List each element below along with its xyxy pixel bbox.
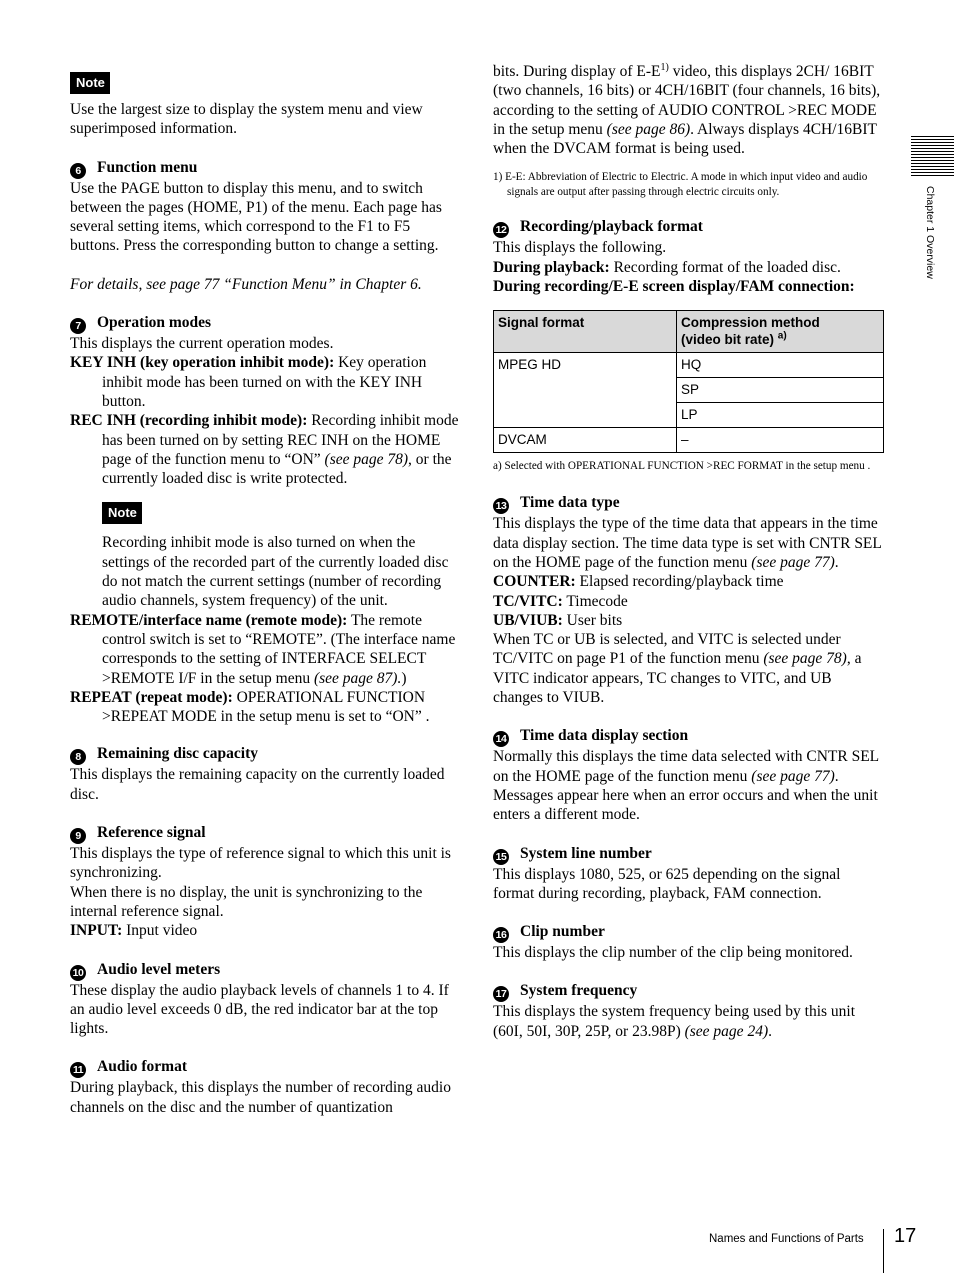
section-body: This displays 1080, 525, or 625 depending on the signal format during recording, playback, FAM connection.	[493, 865, 841, 902]
note-badge: Note	[70, 72, 110, 94]
format-table	[493, 310, 884, 453]
number-14-icon: 14	[493, 731, 509, 747]
page-number: 17	[894, 1225, 917, 1247]
section-title: Clip number	[520, 923, 605, 941]
section-time-data-display	[493, 726, 885, 824]
number-13-icon: 13	[493, 498, 509, 514]
number-8-icon: 8	[70, 749, 86, 765]
section-body: This displays the system frequency being used by this unit (60I, 50I, 30P, 25P, or 23.98P) (see page 24).	[493, 1003, 856, 1040]
section-audio-format	[70, 1057, 460, 1117]
section-title: Time data type	[520, 494, 620, 512]
definition-ub-viub: UB/VIUB: User bits	[493, 611, 623, 629]
table-header-cell: Signal format	[494, 311, 677, 353]
table-cell: DVCAM	[494, 428, 677, 453]
section-body: Messages appear here when an error occurs and when the unit enters a different mode.	[493, 786, 878, 824]
number-16-icon: 16	[493, 927, 509, 943]
note-block	[70, 502, 460, 610]
cross-reference: For details, see page 77 “Function Menu” in Chapter 6.	[70, 275, 422, 293]
section-body: When there is no display, the unit is synchronizing to the internal reference signal.	[70, 883, 423, 920]
section-title: Recording/playback format	[520, 218, 703, 236]
section-title: Reference signal	[97, 824, 206, 842]
note-text: Recording inhibit mode is also turned on when the settings of the recorded part of the currently loaded disc do not match the current settings (number of recording audio channels, system frequency) of the unit.	[102, 534, 449, 610]
footnote: 1) E-E: Abbreviation of Electric to Electric. A mode in which input video and audio signals are output after passing through electric circuits only.	[493, 171, 868, 199]
right-column	[493, 62, 885, 1041]
footer-divider	[883, 1229, 884, 1273]
section-operation-modes	[70, 313, 460, 726]
number-10-icon: 10	[70, 965, 86, 981]
section-body: This displays the clip number of the clip being monitored.	[493, 944, 853, 962]
section-time-data-type	[493, 493, 885, 707]
section-body: During playback, this displays the number of recording audio channels on the disc and the number of quantization	[70, 1079, 451, 1116]
chapter-label: Chapter 1 Overview	[924, 186, 936, 279]
section-function-menu	[70, 158, 460, 294]
section-audio-level-meters	[70, 960, 460, 1039]
section-recording-playback-format	[493, 217, 885, 296]
number-6-icon: 6	[70, 163, 86, 179]
table-cell: HQ	[677, 353, 884, 378]
section-intro: This displays the current operation modes.	[70, 335, 334, 353]
section-body: This displays the remaining capacity on the currently loaded disc.	[70, 766, 445, 803]
section-body: When TC or UB is selected, and VITC is selected under TC/VITC on page P1 of the function menu (see page 78), a VITC indicator appears, TC changes to VITC, and UB changes to VIUB.	[493, 631, 862, 707]
definition-key-inh: KEY INH (key operation inhibit mode): Key operation inhibit mode has been turned on with the KEY INH button.	[70, 354, 427, 410]
section-body: This displays the type of reference signal to which this unit is synchronizing.	[70, 845, 451, 882]
definition-rec-inh: REC INH (recording inhibit mode): Recording inhibit mode has been turned on by setting REC INH on the HOME page of the function menu to “ON” (see page 78), or the currently loaded disc is write protected.	[70, 412, 459, 488]
table-header-row	[494, 311, 884, 353]
chapter-tab-bars	[911, 136, 954, 178]
section-intro: This displays the following.	[493, 239, 667, 257]
section-remaining-disc-capacity	[70, 744, 460, 804]
section-title: Operation modes	[97, 314, 212, 332]
definition-playback: During playback: Recording format of the loaded disc.	[493, 258, 841, 276]
table-row	[494, 353, 884, 378]
number-12-icon: 12	[493, 222, 509, 238]
definition-counter: COUNTER: Elapsed recording/playback time	[493, 573, 784, 591]
table-cell: LP	[677, 403, 884, 428]
section-title: System line number	[520, 844, 652, 862]
section-body: This displays the type of the time data that appears in the time data display section. The time data type is set with CNTR SEL on the HOME page of the function menu (see page 77).	[493, 515, 882, 571]
number-7-icon: 7	[70, 318, 86, 334]
table-footnote: a) Selected with OPERATIONAL FUNCTION >REC FORMAT in the setup menu .	[493, 460, 871, 473]
footer-section-title: Names and Functions of Parts	[709, 1233, 864, 1245]
definition-remote: REMOTE/interface name (remote mode): The remote control switch is set to “REMOTE”. (The interface name corresponds to the setting of INTERFACE SELECT >REMOTE I/F in the setup menu (see page 87).)	[70, 611, 456, 687]
section-system-frequency	[493, 981, 885, 1041]
section-reference-signal	[70, 823, 460, 940]
section-title: Audio format	[97, 1058, 187, 1076]
left-column	[70, 62, 460, 1117]
definition-repeat: REPEAT (repeat mode): OPERATIONAL FUNCTION >REPEAT MODE in the setup menu is set to “ON” .	[70, 688, 430, 726]
audio-format-continued: bits. During display of $E-E^{1)}$ video, this displays 2CH/ 16BIT (two channels, 16 bits) or 4CH/16BIT (four channels, 16 bits), according to the setting of AUDIO CONTROL >REC MODE in the setup menu (see page 86). Always displays 4CH/16BIT when the DVCAM format is being used.	[493, 61, 881, 158]
number-15-icon: 15	[493, 849, 509, 865]
table-header-cell: Compression method (video bit rate) $^{a)}$	[677, 311, 884, 353]
section-title: Function menu	[97, 158, 198, 176]
section-body: Use the PAGE button to display this menu, and to switch between the pages (HOME, P1) of the menu. Each page has several setting items, which correspond to the F1 to F5 buttons. Press the corresponding button to change a setting.	[70, 179, 442, 255]
note-text: Use the largest size to display the system menu and view superimposed information.	[70, 101, 423, 138]
table-cell: MPEG HD	[494, 353, 677, 428]
number-11-icon: 11	[70, 1062, 86, 1078]
number-17-icon: 17	[493, 986, 509, 1002]
section-title: Time data display section	[520, 727, 689, 745]
section-body: Normally this displays the time data selected with CNTR SEL on the HOME page of the function menu (see page 77).	[493, 748, 879, 785]
table-cell: –	[677, 428, 884, 453]
section-title: Remaining disc capacity	[97, 745, 259, 763]
note-badge: Note	[102, 502, 142, 524]
table-cell: SP	[677, 378, 884, 403]
number-9-icon: 9	[70, 828, 86, 844]
table-row	[494, 428, 884, 453]
section-title: System frequency	[520, 982, 638, 1000]
definition-tc-vitc: TC/VITC: Timecode	[493, 592, 628, 610]
recording-heading: During recording/E-E screen display/FAM connection:	[493, 278, 855, 296]
definition-input: INPUT: Input video	[70, 922, 198, 940]
section-clip-number	[493, 922, 885, 962]
section-body: These display the audio playback levels of channels 1 to 4. If an audio level exceeds 0 dB, the red indicator bar at the top lights.	[70, 981, 449, 1038]
section-system-line-number	[493, 844, 885, 904]
section-title: Audio level meters	[97, 960, 221, 978]
